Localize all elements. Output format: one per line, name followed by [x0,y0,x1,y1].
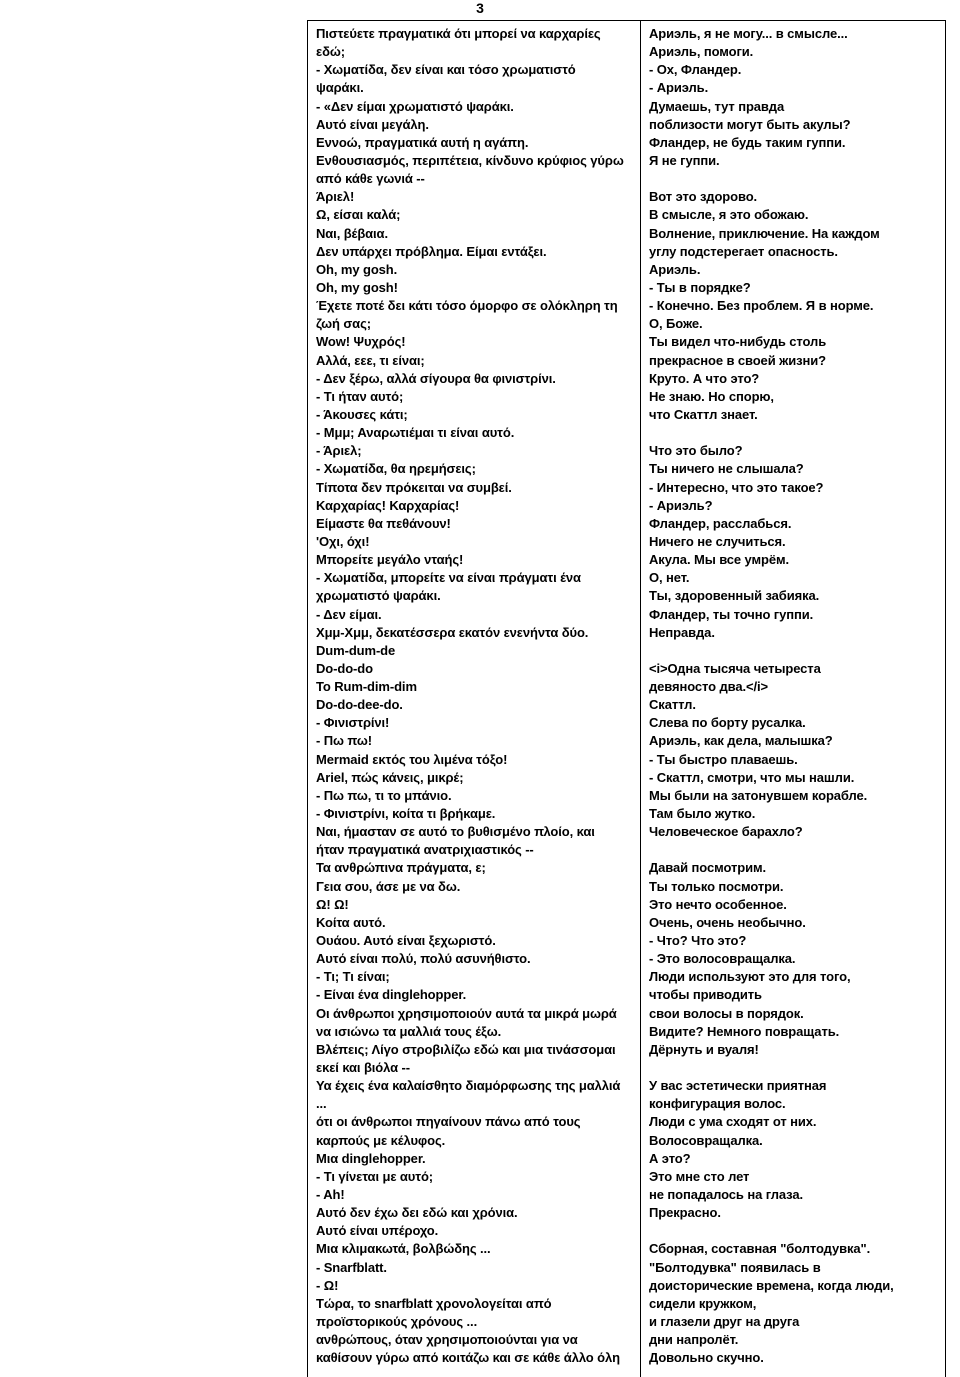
greek-line: - Snarfblatt. [316,1259,387,1275]
greek-line: Κοίτα αυτό. [316,914,386,930]
greek-line: Ενθουσιασμός, περιπέτεια, κίνδυνο κρύφιος γύρω [316,152,624,168]
russian-line: что Скаттл знает. [649,406,758,422]
russian-line: - Ты в порядке? [649,279,751,295]
russian-line: У вас эстетически приятная [649,1078,827,1094]
russian-line: Давай посмотрим. [649,860,766,876]
greek-line: Πιστεύετε πραγματικά ότι μπορεί να καρχαρίες [316,26,601,41]
greek-line: Αυτό είναι μεγάλη. [316,116,429,132]
greek-line: ... [316,1096,327,1112]
russian-line: - Ох, Фландер. [649,62,742,78]
greek-line: να ισιώνω τα μαλλιά τους έξω. [316,1023,502,1039]
russian-line: Ариэль, помоги. [649,44,754,60]
greek-line: εδώ; [316,44,345,60]
russian-line: Люди с ума сходят от них. [649,1114,817,1130]
russian-line: - Конечно. Без проблем. Я в норме. [649,298,874,314]
russian-line: О, Боже. [649,316,703,332]
greek-line: Τα ανθρώπινα πράγματα, ε; [316,860,486,876]
greek-line: - Χωματίδα, μπορείτε να είναι πράγματι ένα [316,570,581,586]
russian-line: О, нет. [649,570,690,586]
russian-line: - Ариэль. [649,80,709,96]
greek-line: - Φινιστρίνι! [316,715,390,731]
russian-line: чтобы приводить [649,987,762,1003]
russian-line: конфигурация волос. [649,1096,786,1112]
russian-line: А это? [649,1150,691,1166]
greek-line: Αυτό είναι υπέροχο. [316,1223,439,1239]
greek-line: Οι άνθρωποι χρησιμοποιούν αυτά τα μικρά μωρά [316,1005,617,1021]
greek-column [308,21,641,1377]
russian-line: Фландер, расслабься. [649,515,792,531]
russian-line: Вот это здорово. [649,189,758,205]
russian-line [649,424,945,442]
greek-line: - Φινιστρίνι, κοίτα τι βρήκαμε. [316,806,496,822]
russian-line: Ариэль. [649,261,701,277]
page-number: 3 [476,0,484,16]
greek-line: - Πω πω, τι το μπάνιο. [316,787,452,803]
russian-line: Волнение, приключение. На каждом [649,225,880,241]
greek-line: Αυτό δεν έχω δει εδώ και χρόνια. [316,1205,518,1221]
greek-line: ανθρώπους, όταν χρησιμοποιούνται για να [316,1332,578,1348]
greek-line: - «Δεν είμαι χρωματιστό ψαράκι. [316,98,514,114]
russian-line: Акула. Мы все умрём. [649,552,790,568]
bilingual-subtitle-table [307,20,946,1377]
russian-line: Ты видел что-нибудь столь [649,334,827,350]
greek-line: καρπούς με κέλυφος. [316,1132,446,1148]
greek-line: εκεί και βιόλα -- [316,1060,410,1076]
greek-line: - Ω! [316,1277,339,1293]
greek-line: Μπορείτε μεγάλο νταής! [316,552,464,568]
greek-line: Τώρα, το snarfblatt χρονολογείται από [316,1295,552,1311]
russian-line: Это нечто особенное. [649,896,787,912]
russian-line: Прекрасно. [649,1205,721,1221]
greek-line: Ariel, πώς κάνεις, μικρέ; [316,769,464,785]
greek-line: Μια κλιμακωτά, βολβώδης ... [316,1241,491,1257]
greek-line: Αυτό είναι πολύ, πολύ ασυνήθιστο. [316,951,531,967]
greek-line: Δεν υπάρχει πρόβλημα. Είμαι εντάξει. [316,243,547,259]
greek-line: ψαράκι. [316,80,364,96]
greek-line: Τίποτα δεν πρόκειται να συμβεί. [316,479,512,495]
greek-line: 'Οχι, όχι! [316,533,370,549]
greek-line: Ναι, ήμασταν σε αυτό το βυθισμένο πλοίο, και [316,824,595,840]
greek-line: Oh, my gosh. [316,261,398,277]
greek-line: Άριελ! [316,189,355,205]
russian-line: Это мне сто лет [649,1168,750,1184]
russian-line: Ты, здоровенный забияка. [649,588,820,604]
greek-line: - Χωματίδα, δεν είναι και τόσο χρωματιστό [316,62,576,78]
greek-line: Ω! Ω! [316,896,349,912]
greek-line: Μια dinglehopper. [316,1150,426,1166]
russian-line [649,642,945,660]
russian-line: Неправда. [649,624,715,640]
greek-line: - Μμμ; Αναρωτιέμαι τι είναι αυτό. [316,425,515,441]
russian-line: Фландер, ты точно гуппи. [649,606,814,622]
russian-line: Скаттл. [649,697,696,713]
russian-line: Волосовращалка. [649,1132,763,1148]
russian-line: Не знаю. Но спорю, [649,388,774,404]
greek-line: Dum-dum-de [316,642,396,658]
russian-line: Я не гуппи. [649,152,720,168]
russian-line: сидели кружком, [649,1295,757,1311]
russian-line: Там было жутко. [649,806,756,822]
russian-column [641,21,945,1377]
russian-line: углу подстерегает опасность. [649,243,838,259]
greek-line: - Τι γίνεται με αυτό; [316,1168,434,1184]
russian-line: прекрасное в своей жизни? [649,352,826,368]
russian-line: Люди используют это для того, [649,969,851,985]
greek-line: Do-do-dee-do. [316,697,403,713]
greek-line: από κάθε γωνιά -- [316,171,425,187]
russian-line: и глазели друг на друга [649,1313,800,1329]
greek-line: Χμμ-Χμμ, δεκατέσσερα εκατόν ενενήντα δύο. [316,624,589,640]
greek-line: Ουάου. Αυτό είναι ξεχωριστό. [316,933,496,949]
greek-line: προϊστορικούς χρόνους ... [316,1313,478,1329]
russian-line: не попадалось на глаза. [649,1187,804,1202]
greek-line: ζωή σας; [316,316,371,332]
russian-line: Довольно скучно. [649,1350,764,1366]
russian-line: Очень, очень необычно. [649,914,806,930]
russian-line: - Ариэль? [649,497,713,513]
greek-line: - Χωματίδα, θα ηρεμήσεις; [316,461,476,477]
russian-line: дни напролёт. [649,1332,739,1348]
greek-line: - Άκουσες κάτι; [316,406,408,422]
russian-line: Ты ничего не слышала? [649,461,804,477]
greek-line: Είμαστε θα πεθάνουν! [316,515,451,531]
greek-line: - Τι ήταν αυτό; [316,388,404,404]
russian-line: Думаешь, тут правда [649,98,785,114]
russian-line [649,1059,945,1077]
greek-line: Καρχαρίας! Καρχαρίας! [316,497,460,513]
russian-line: Слева по борту русалка. [649,715,806,731]
russian-line [649,170,945,188]
greek-line: καθίσουν γύρω από κοιτάζω και σε κάθε άλλο όλη [316,1350,620,1366]
greek-line: Εννοώ, πραγματικά αυτή η αγάπη. [316,134,529,150]
greek-line: - Πω πω! [316,733,373,749]
greek-line: Ω, είσαι καλά; [316,207,401,223]
russian-line: В смысле, я это обожаю. [649,207,809,223]
greek-line: ήταν πραγματικά ανατριχιαστικός -- [316,842,534,858]
russian-line: доисторические времена, когда люди, [649,1277,894,1293]
russian-line: поблизости могут быть акулы? [649,116,851,132]
russian-line: Ничего не случиться. [649,533,786,549]
russian-line: Ариэль, как дела, малышка? [649,733,833,749]
russian-line: - Интересно, что это такое? [649,479,824,495]
greek-line: Αλλά, εεε, τι είναι; [316,352,425,368]
greek-line: Έχετε ποτέ δει κάτι τόσο όμορφο σε ολόκληρη τη [316,298,618,314]
russian-line: - Ты быстро плаваешь. [649,751,798,767]
russian-line: Видите? Немного повращать. [649,1023,840,1039]
russian-line: Мы были на затонувшем корабле. [649,787,868,803]
greek-line: Ναι, βέβαια. [316,225,388,241]
russian-line: - Скаттл, смотри, что мы нашли. [649,769,855,785]
russian-line: - Это волосовращалка. [649,951,796,967]
russian-line: - Что? Что это? [649,933,747,949]
greek-line: Υα έχεις ένα καλαίσθητο διαμόρφωσης της μαλλιά [316,1078,621,1094]
greek-line: ότι οι άνθρωποι πηγαίνουν πάνω από τους [316,1114,581,1130]
russian-line: Сборная, составная "болтодувка". [649,1241,871,1257]
greek-line: - Δεν είμαι. [316,606,382,622]
greek-line: - Άριελ; [316,443,362,459]
greek-line: - Είναι ένα dinglehopper. [316,987,467,1003]
russian-line: Ариэль, я не могу... в смысле... [649,26,848,41]
greek-line: χρωματιστό ψαράκι. [316,588,441,604]
russian-line: Человеческое барахло? [649,824,803,840]
russian-line: свои волосы в порядок. [649,1005,804,1021]
greek-line: Wow! Ψυχρός! [316,334,406,350]
russian-line: девяносто два.</i> [649,679,769,695]
russian-line: Что это было? [649,443,743,459]
russian-line [649,841,945,859]
russian-line: <i>Одна тысяча четыреста [649,660,821,676]
greek-line: Mermaid εκτός του λιμένα τόξο! [316,751,508,767]
greek-line: - Ah! [316,1187,345,1202]
russian-line: "Болтодувка" появилась в [649,1259,821,1275]
greek-line: - Δεν ξέρω, αλλά σίγουρα θα φινιστρίνι. [316,370,556,386]
greek-line: Do-do-do [316,660,373,676]
russian-line: Круто. А что это? [649,370,760,386]
russian-line: Фландер, не будь таким гуппи. [649,134,846,150]
greek-line: Oh, my gosh! [316,279,398,295]
greek-line: Βλέπεις; Λίγο στροβιλίζω εδώ και μια τινάσσομαι [316,1041,616,1057]
russian-line: Ты только посмотри. [649,878,784,894]
greek-line: Γεια σου, άσε με να δω. [316,878,461,894]
russian-line: Дёрнуть и вуаля! [649,1041,759,1057]
russian-line [649,1222,945,1240]
greek-line: To Rum-dim-dim [316,679,417,695]
greek-line: - Τι; Τι είναι; [316,969,390,985]
